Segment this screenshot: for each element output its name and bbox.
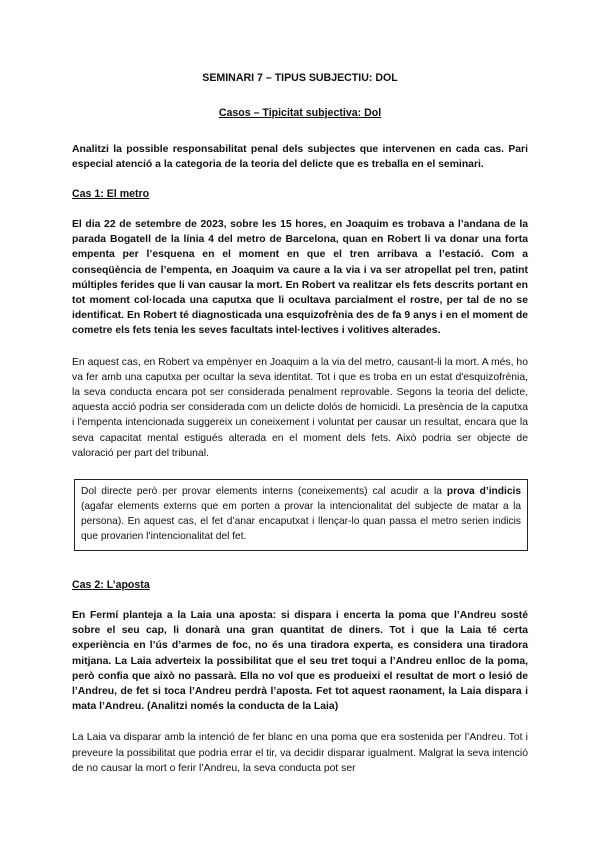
case1-analysis: En aquest cas, en Robert va empènyer en Joaquim a la via del metro, causant-li la mort. A més, ho va fer amb una caputxa per ocultar la seva identitat. Tot i que es troba en un estat d'esquizofrènia, la seva conducta encara pot ser considerada penalment reprovable. Segons la teoria del delicte, aquesta acció podria ser considerada com un delicte dolós de homicidi. La presència de la caputxa i l'empenta intencionada suggereix un coneixement i voluntat per causar un resultat, encara que la seva capacitat mental estigués alterada en el moment dels fets. Això podria ser objecte de valoració per part del tribunal. <box>72 356 528 459</box>
document-title: SEMINARI 7 – TIPUS SUBJECTIU: DOL <box>202 72 398 84</box>
intro-paragraph: Analitzi la possible responsabilitat penal dels subjectes que intervenen en cada cas. Pari especial atenció a la categoria de la teoria del delicte que es treballa en el seminari. <box>72 144 528 170</box>
note-text-after: (agafar elements externs que em porten a provar la intencionalitat del subjecte de matar a la persona). En aquest cas, el fet d’anar encaputxat i llençar-lo quan passa el metro serien indicis que provarien l’intencionalitat del fet. <box>81 501 521 543</box>
case1-note-box <box>74 479 528 551</box>
case1-heading: Cas 1: El metro <box>72 188 150 200</box>
document-subtitle: Casos – Tipicitat subjectiva: Dol <box>218 107 382 119</box>
note-text-bold: prova d’indicis <box>446 486 521 498</box>
case1-facts: El dia 22 de setembre de 2023, sobre les 15 hores, en Joaquim es trobava a l’andana de la parada Bogatell de la línia 4 del metro de Barcelona, quan en Robert li va donar una forta empenta per l’esquena en el moment en que el tren arribava a l’estació. Com a conseqüència de l’empenta, en Joaquim va caure a la via i va ser atropellat pel tren, patint múltiples ferides que li van causar la mort. En Robert va realitzar els fets descrits portant en tot moment col·locada una caputxa que li ocultava parcialment el rostre, per tal de no se identificat. En Robert té diagnosticada una esquizofrènia des de fa 9 anys i en el moment de cometre els fets tenia les seves facultats intel·lectives i volitives alterades. <box>72 219 528 337</box>
note-text-before: Dol directe però per provar elements interns (coneixements) cal acudir a la <box>81 486 447 498</box>
case2-facts: En Fermí planteja a la Laia una aposta: si dispara i encerta la poma que l’Andreu sosté sobre el seu cap, li donarà una gran quantitat de diners. Tot i que la Laia té certa experiència en l’ús d’armes de foc, no és una tiradora experta, es considera una tiradora mitjana. La Laia adverteix la possibilitat que el seu tret toqui a l’Andreu enlloc de la poma, però confia que això no passarà. Ella no vol que es produeixi el resultat de mort o lesió de l’Andreu, de fet si toca l’Andreu perdrà l’aposta. Fet tot aquest raonament, la Laia dispara i mata l’Andreu. (Analitzi només la conducta de la Laia) <box>72 610 528 713</box>
document-page <box>72 62 528 776</box>
case2-analysis: La Laia va disparar amb la intenció de fer blanc en una poma que era sostenida per l’Andreu. Tot i preveure la possibilitat que podria errar el tir, va decidir disparar igualment. Malgrat la seva intenció de no causar la mort o ferir l’Andreu, la seva conducta pot ser <box>72 732 528 774</box>
case2-heading: Cas 2: L’aposta <box>72 579 150 592</box>
